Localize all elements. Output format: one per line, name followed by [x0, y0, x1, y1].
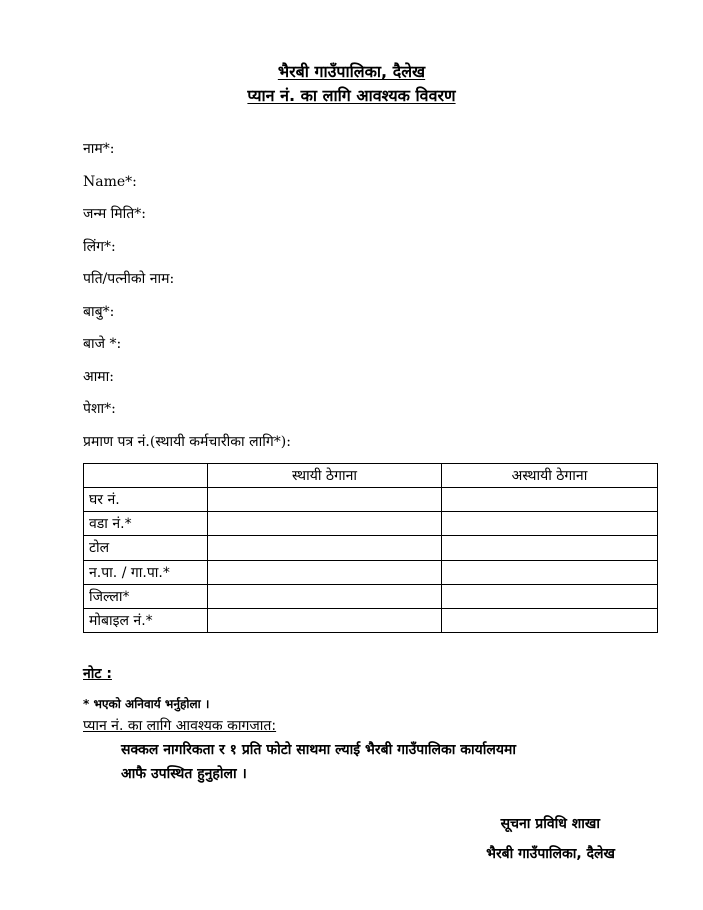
temporary-address-header: अस्थायी ठेगाना [442, 464, 658, 488]
table-header-cell [84, 464, 208, 488]
field-name-english: Name*: [83, 173, 137, 190]
signature-office: भैरबी गाउँपालिका, दैलेख [486, 846, 615, 862]
field-mother-name: आमा: [83, 368, 115, 385]
table-cell [442, 512, 658, 536]
table-cell [208, 608, 442, 632]
note-title: नोट : [83, 666, 112, 682]
table-row [84, 608, 658, 632]
table-header-row [84, 464, 658, 488]
table-cell [208, 536, 442, 560]
required-documents-line: आफै उपस्थित हुनुहोला । [121, 766, 247, 782]
form-fields [83, 140, 643, 465]
row-label-tole: टोल [84, 536, 208, 560]
row-label-municipality: न.पा. / गा.पा.* [84, 560, 208, 584]
required-documents-body [121, 738, 621, 786]
table-cell [442, 488, 658, 512]
field-grandfather-name: बाजे *: [83, 336, 122, 352]
table-cell [208, 560, 442, 584]
table-row [84, 560, 658, 584]
row-label-house-no: घर नं. [84, 488, 208, 512]
office-title: भैरबी गाउँपालिका, दैलेख [277, 62, 426, 81]
table-row [84, 512, 658, 536]
note-mandatory-text: * भएको अनिवार्य भर्नुहोला । [83, 697, 210, 711]
field-date-of-birth: जन्म मिति*: [83, 206, 146, 222]
table-cell [208, 512, 442, 536]
table-cell [442, 608, 658, 632]
table-row [84, 536, 658, 560]
field-father-name: बाबु*: [83, 303, 115, 320]
field-gender: लिंग*: [83, 238, 116, 255]
address-table [83, 463, 658, 633]
field-certificate-number: प्रमाण पत्र नं.(स्थायी कर्मचारीका लागि*): [83, 433, 291, 450]
signature-department: सूचना प्रविधि शाखा [500, 816, 600, 832]
table-cell [442, 536, 658, 560]
table-cell [442, 560, 658, 584]
row-label-district: जिल्ला* [84, 584, 208, 608]
field-occupation: पेशा*: [83, 401, 116, 417]
table-cell [442, 584, 658, 608]
field-spouse-name: पति/पत्नीको नाम: [83, 271, 175, 287]
row-label-mobile-no: मोबाइल नं.* [84, 608, 208, 632]
required-documents-line: सक्कल नागरिकता र १ प्रति फोटो साथमा ल्याई भैरबी गाउँपालिका कार्यालयमा [121, 742, 516, 758]
table-cell [208, 488, 442, 512]
row-label-ward-no: वडा नं.* [84, 512, 208, 536]
table-row [84, 488, 658, 512]
required-documents-title: प्यान नं. का लागि आवश्यक कागजात: [83, 718, 277, 734]
permanent-address-header: स्थायी ठेगाना [208, 464, 442, 488]
form-title: प्यान नं. का लागि आवश्यक विवरण [247, 86, 456, 105]
table-row [84, 584, 658, 608]
field-name-nepali: नाम*: [83, 141, 115, 157]
table-cell [208, 584, 442, 608]
